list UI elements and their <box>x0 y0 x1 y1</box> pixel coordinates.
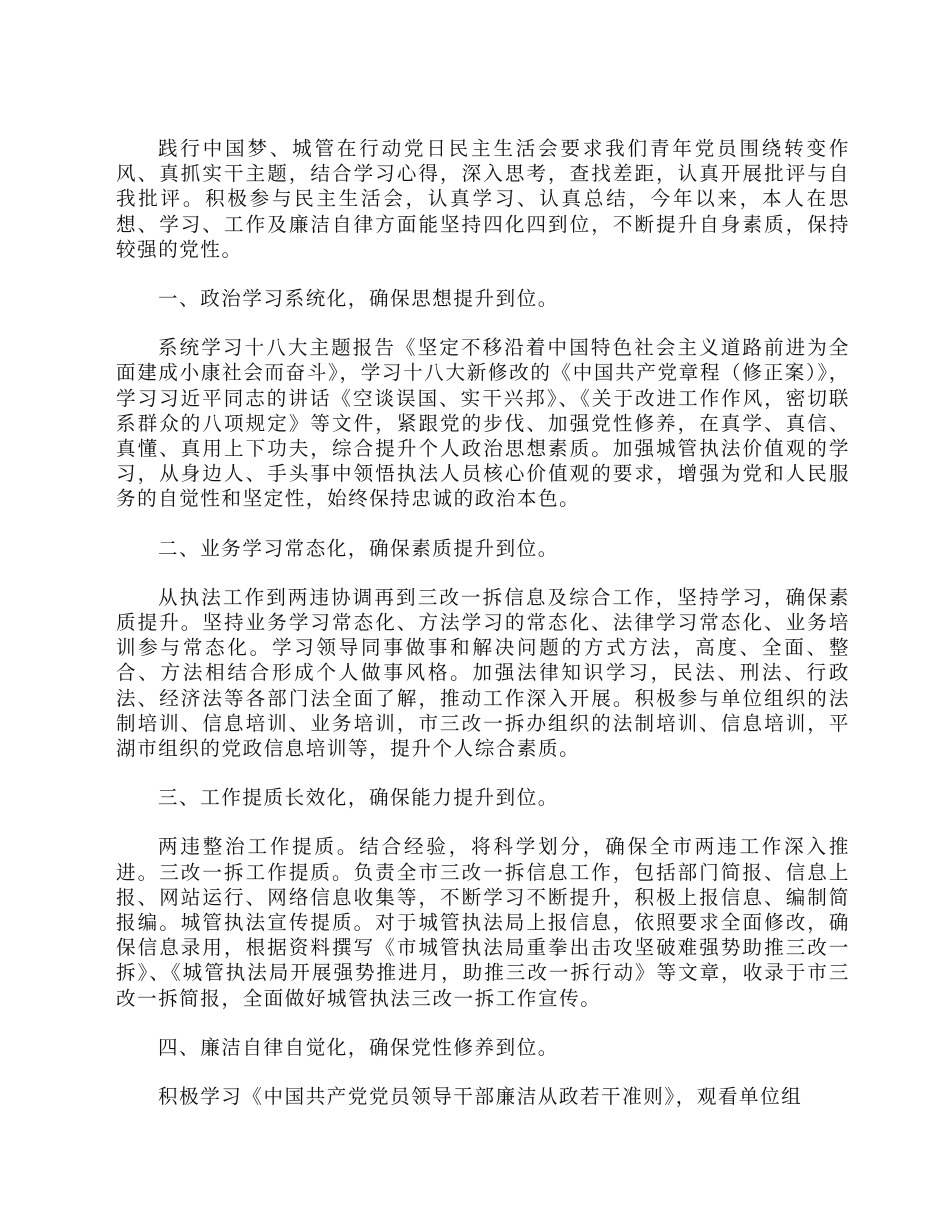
section-body-1: 系统学习十八大主题报告《坚定不移沿着中国特色社会主义道路前进为全面建成小康社会而奋斗》，学习十八大新修改的《中国共产党章程（修正案）》，学习习近平同志的讲话《空谈误国、实干兴邦》、《关于改进工作作风，密切联系群众的八项规定》等文件，紧跟党的步伐、加强党性修养，在真学、真信、真懂、真用上下功夫，综合提升个人政治思想素质。加强城管执法价值观的学习，从身边人、手头事中领悟执法人员核心价值观的要求，增强为党和人民服务的自觉性和坚定性，始终保持忠诚的政治本色。 <box>116 336 850 511</box>
section-body-2: 从执法工作到两违协调再到三改一拆信息及综合工作，坚持学习，确保素质提升。坚持业务学习常态化、方法学习的常态化、法律学习常态化、业务培训参与常态化。学习领导同事做事和解决问题的方式方法，高度、全面、整合、方法相结合形成个人做事风格。加强法律知识学习，民法、刑法、行政法、经济法等各部门法全面了解，推动工作深入开展。积极参与单位组织的法制培训、信息培训、业务培训，市三改一拆办组织的法制培训、信息培训，平湖市组织的党政信息培训等，提升个人综合素质。 <box>116 585 850 761</box>
intro-paragraph: 践行中国梦、城管在行动党日民主生活会要求我们青年党员围绕转变作风、真抓实干主题，结合学习心得，深入思考，查找差距，认真开展批评与自我批评。积极参与民主生活会，认真学习、认真总结，今年以来，本人在思想、学习、工作及廉洁自律方面能坚持四化四到位，不断提升自身素质，保持较强的党性。 <box>116 137 850 261</box>
section-heading-3: 三、工作提质长效化，确保能力提升到位。 <box>158 786 559 810</box>
section-heading-4: 四、廉洁自律自觉化，确保党性修养到位。 <box>158 1035 559 1059</box>
section-body-4: 积极学习《中国共产党党员领导干部廉洁从政若干准则》，观看单位组 <box>158 1085 803 1109</box>
document-page <box>116 136 850 1133</box>
section-heading-1: 一、政治学习系统化，确保思想提升到位。 <box>158 287 559 311</box>
section-body-3: 两违整治工作提质。结合经验，将科学划分，确保全市两违工作深入推进。三改一拆工作提质。负责全市三改一拆信息工作，包括部门简报、信息上报、网站运行、网络信息收集等，不断学习不断提升，积极上报信息、编制简报编。城管执法宣传提质。对于城管执法局上报信息，依照要求全面修改，确保信息录用，根据资料撰写《市城管执法局重拳出击攻坚破难强势助推三改一拆》、《城管执法局开展强势推进月，助推三改一拆行动》等文章，收录于市三改一拆简报，全面做好城管执法三改一拆工作宣传。 <box>116 835 850 1010</box>
section-heading-2: 二、业务学习常态化，确保素质提升到位。 <box>158 536 559 560</box>
